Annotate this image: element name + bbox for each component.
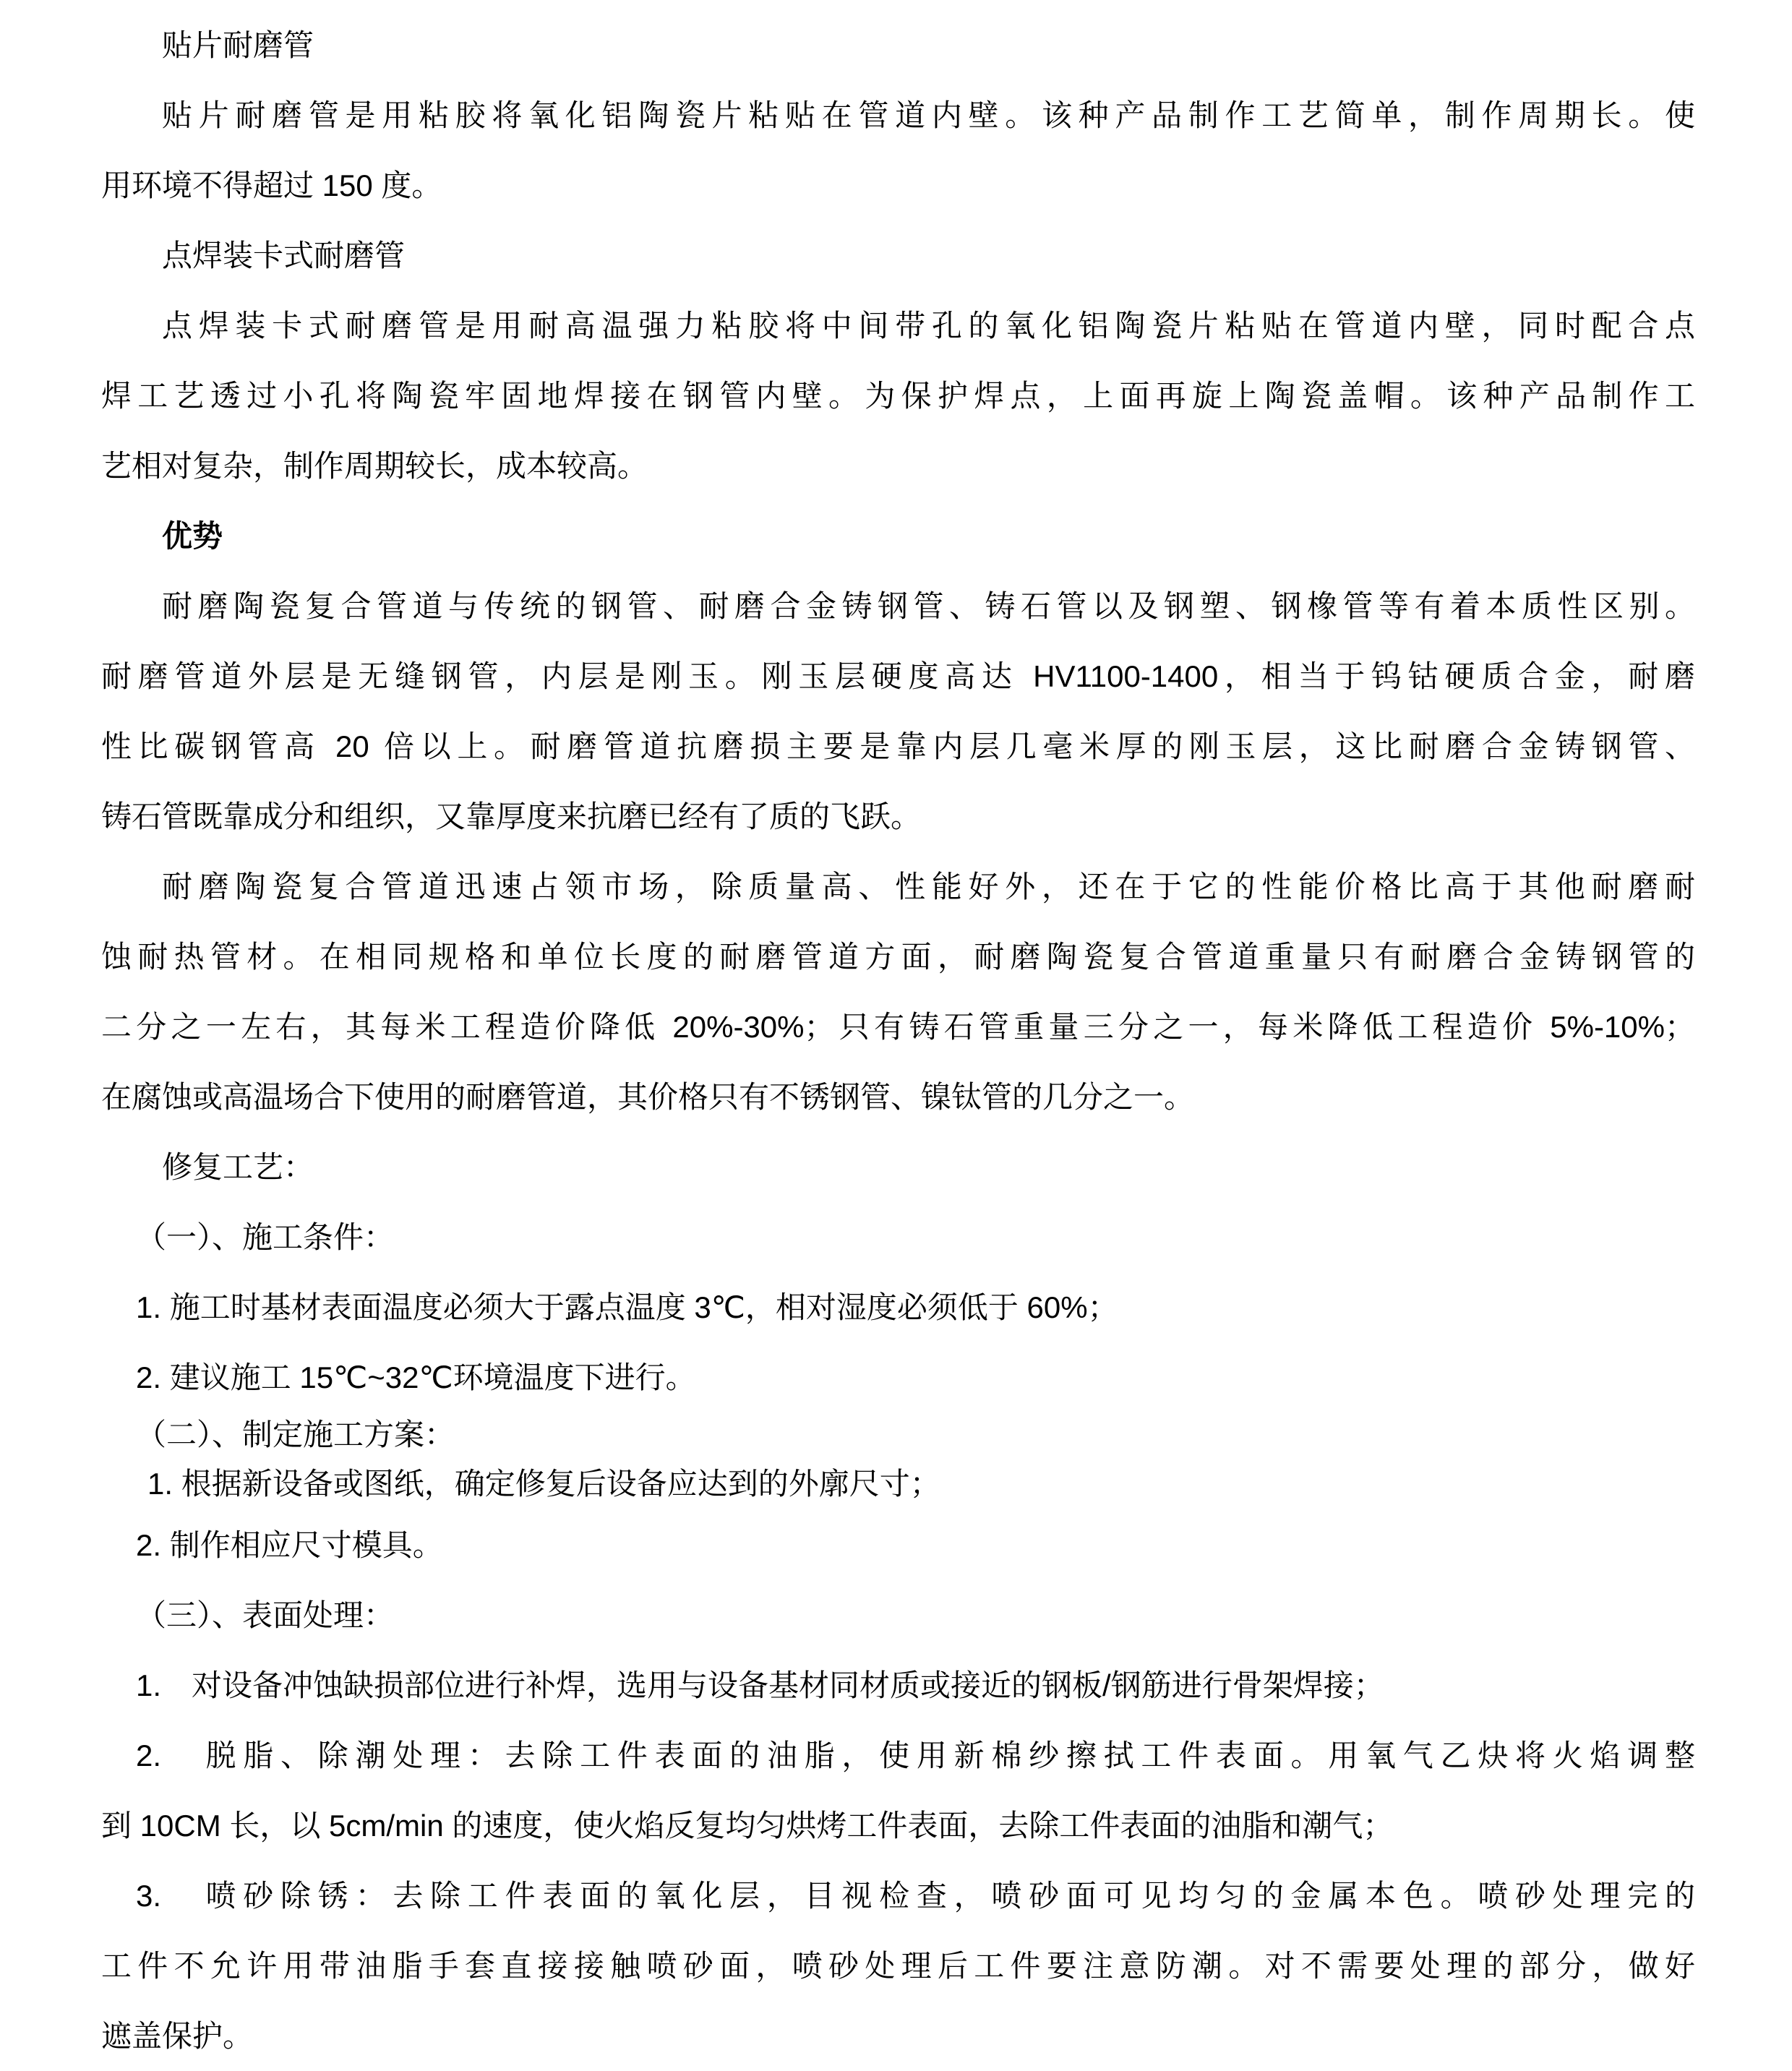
doc-line: 在腐蚀或高温场合下使用的耐磨管道，其价格只有不锈钢管、镍钛管的几分之一。: [101, 1080, 1195, 1114]
list-item: 1. 对设备冲蚀缺损部位进行补焊，选用与设备基材同材质或接近的钢板/钢筋进行骨架焊接；: [136, 1668, 1384, 1702]
doc-line: 用环境不得超过 150 度。: [101, 168, 442, 202]
doc-line: 二分之一左右，其每米工程造价降低 20%-30%；只有铸石管重量三分之一，每米降低工程造价 5%-10%；: [101, 1010, 1695, 1044]
heading-advantages: 优势: [162, 519, 223, 553]
doc-line: 性比碳钢管高 20 倍以上。耐磨管道抗磨损主要是靠内层几毫米厚的刚玉层，这比耐磨合金铸钢管、: [101, 729, 1695, 763]
list-item: 1. 施工时基材表面温度必须大于露点温度 3℃，相对湿度必须低于 60%；: [136, 1290, 1118, 1324]
doc-line: 焊工艺透过小孔将陶瓷牢固地焊接在钢管内壁。为保护焊点，上面再旋上陶瓷盖帽。该种产品制作工: [101, 379, 1695, 413]
list-item: 1. 根据新设备或图纸，确定修复后设备应达到的外廓尺寸；: [147, 1467, 940, 1501]
doc-line: 到 10CM 长，以 5cm/min 的速度，使火焰反复均匀烘烤工件表面，去除工件表面的油脂和潮气；: [101, 1809, 1394, 1843]
heading-patch-wear-pipe: 贴片耐磨管: [162, 28, 314, 62]
heading-section-2-plan: （二）、制定施工方案：: [136, 1418, 455, 1452]
doc-line: 耐磨陶瓷复合管道与传统的钢管、耐磨合金铸钢管、铸石管以及钢塑、钢橡管等有着本质性区别。: [162, 589, 1695, 623]
list-item: 2. 建议施工 15℃~32℃环境温度下进行。: [136, 1360, 696, 1394]
doc-line: 工件不允许用带油脂手套直接接触喷砂面，喷砂处理后工件要注意防潮。对不需要处理的部分，做好: [101, 1949, 1695, 1983]
doc-line: 艺相对复杂，制作周期较长，成本较高。: [101, 449, 648, 483]
list-item: 2. 制作相应尺寸模具。: [136, 1528, 443, 1562]
doc-line: 耐磨管道外层是无缝钢管，内层是刚玉。刚玉层硬度高达 HV1100-1400，相当于钨钴硬质合金，耐磨: [101, 659, 1695, 693]
heading-spot-weld-clamp-pipe: 点焊装卡式耐磨管: [162, 239, 406, 273]
doc-line: 耐磨陶瓷复合管道迅速占领市场，除质量高、性能好外，还在于它的性能价格比高于其他耐磨耐: [162, 870, 1695, 904]
list-item: 2. 脱脂、除潮处理：去除工件表面的油脂，使用新棉纱擦拭工件表面。用氧气乙炔将火焰调整: [136, 1738, 1695, 1772]
doc-line: 点焊装卡式耐磨管是用耐高温强力粘胶将中间带孔的氧化铝陶瓷片粘贴在管道内壁，同时配合点: [162, 309, 1695, 343]
list-item: 3. 喷砂除锈：去除工件表面的氧化层，目视检查，喷砂面可见均匀的金属本色。喷砂处理完的: [136, 1879, 1695, 1913]
doc-line: 铸石管既靠成分和组织，又靠厚度来抗磨已经有了质的飞跃。: [101, 799, 922, 833]
doc-line: 蚀耐热管材。在相同规格和单位长度的耐磨管道方面，耐磨陶瓷复合管道重量只有耐磨合金铸钢管的: [101, 940, 1695, 974]
doc-line: 贴片耐磨管是用粘胶将氧化铝陶瓷片粘贴在管道内壁。该种产品制作工艺简单，制作周期长。使: [162, 98, 1695, 132]
heading-section-1-conditions: （一）、施工条件：: [136, 1220, 395, 1254]
heading-section-3-surface-prep: （三）、表面处理：: [136, 1598, 395, 1632]
doc-line: 遮盖保护。: [101, 2019, 254, 2053]
heading-repair-process: 修复工艺：: [162, 1150, 314, 1184]
